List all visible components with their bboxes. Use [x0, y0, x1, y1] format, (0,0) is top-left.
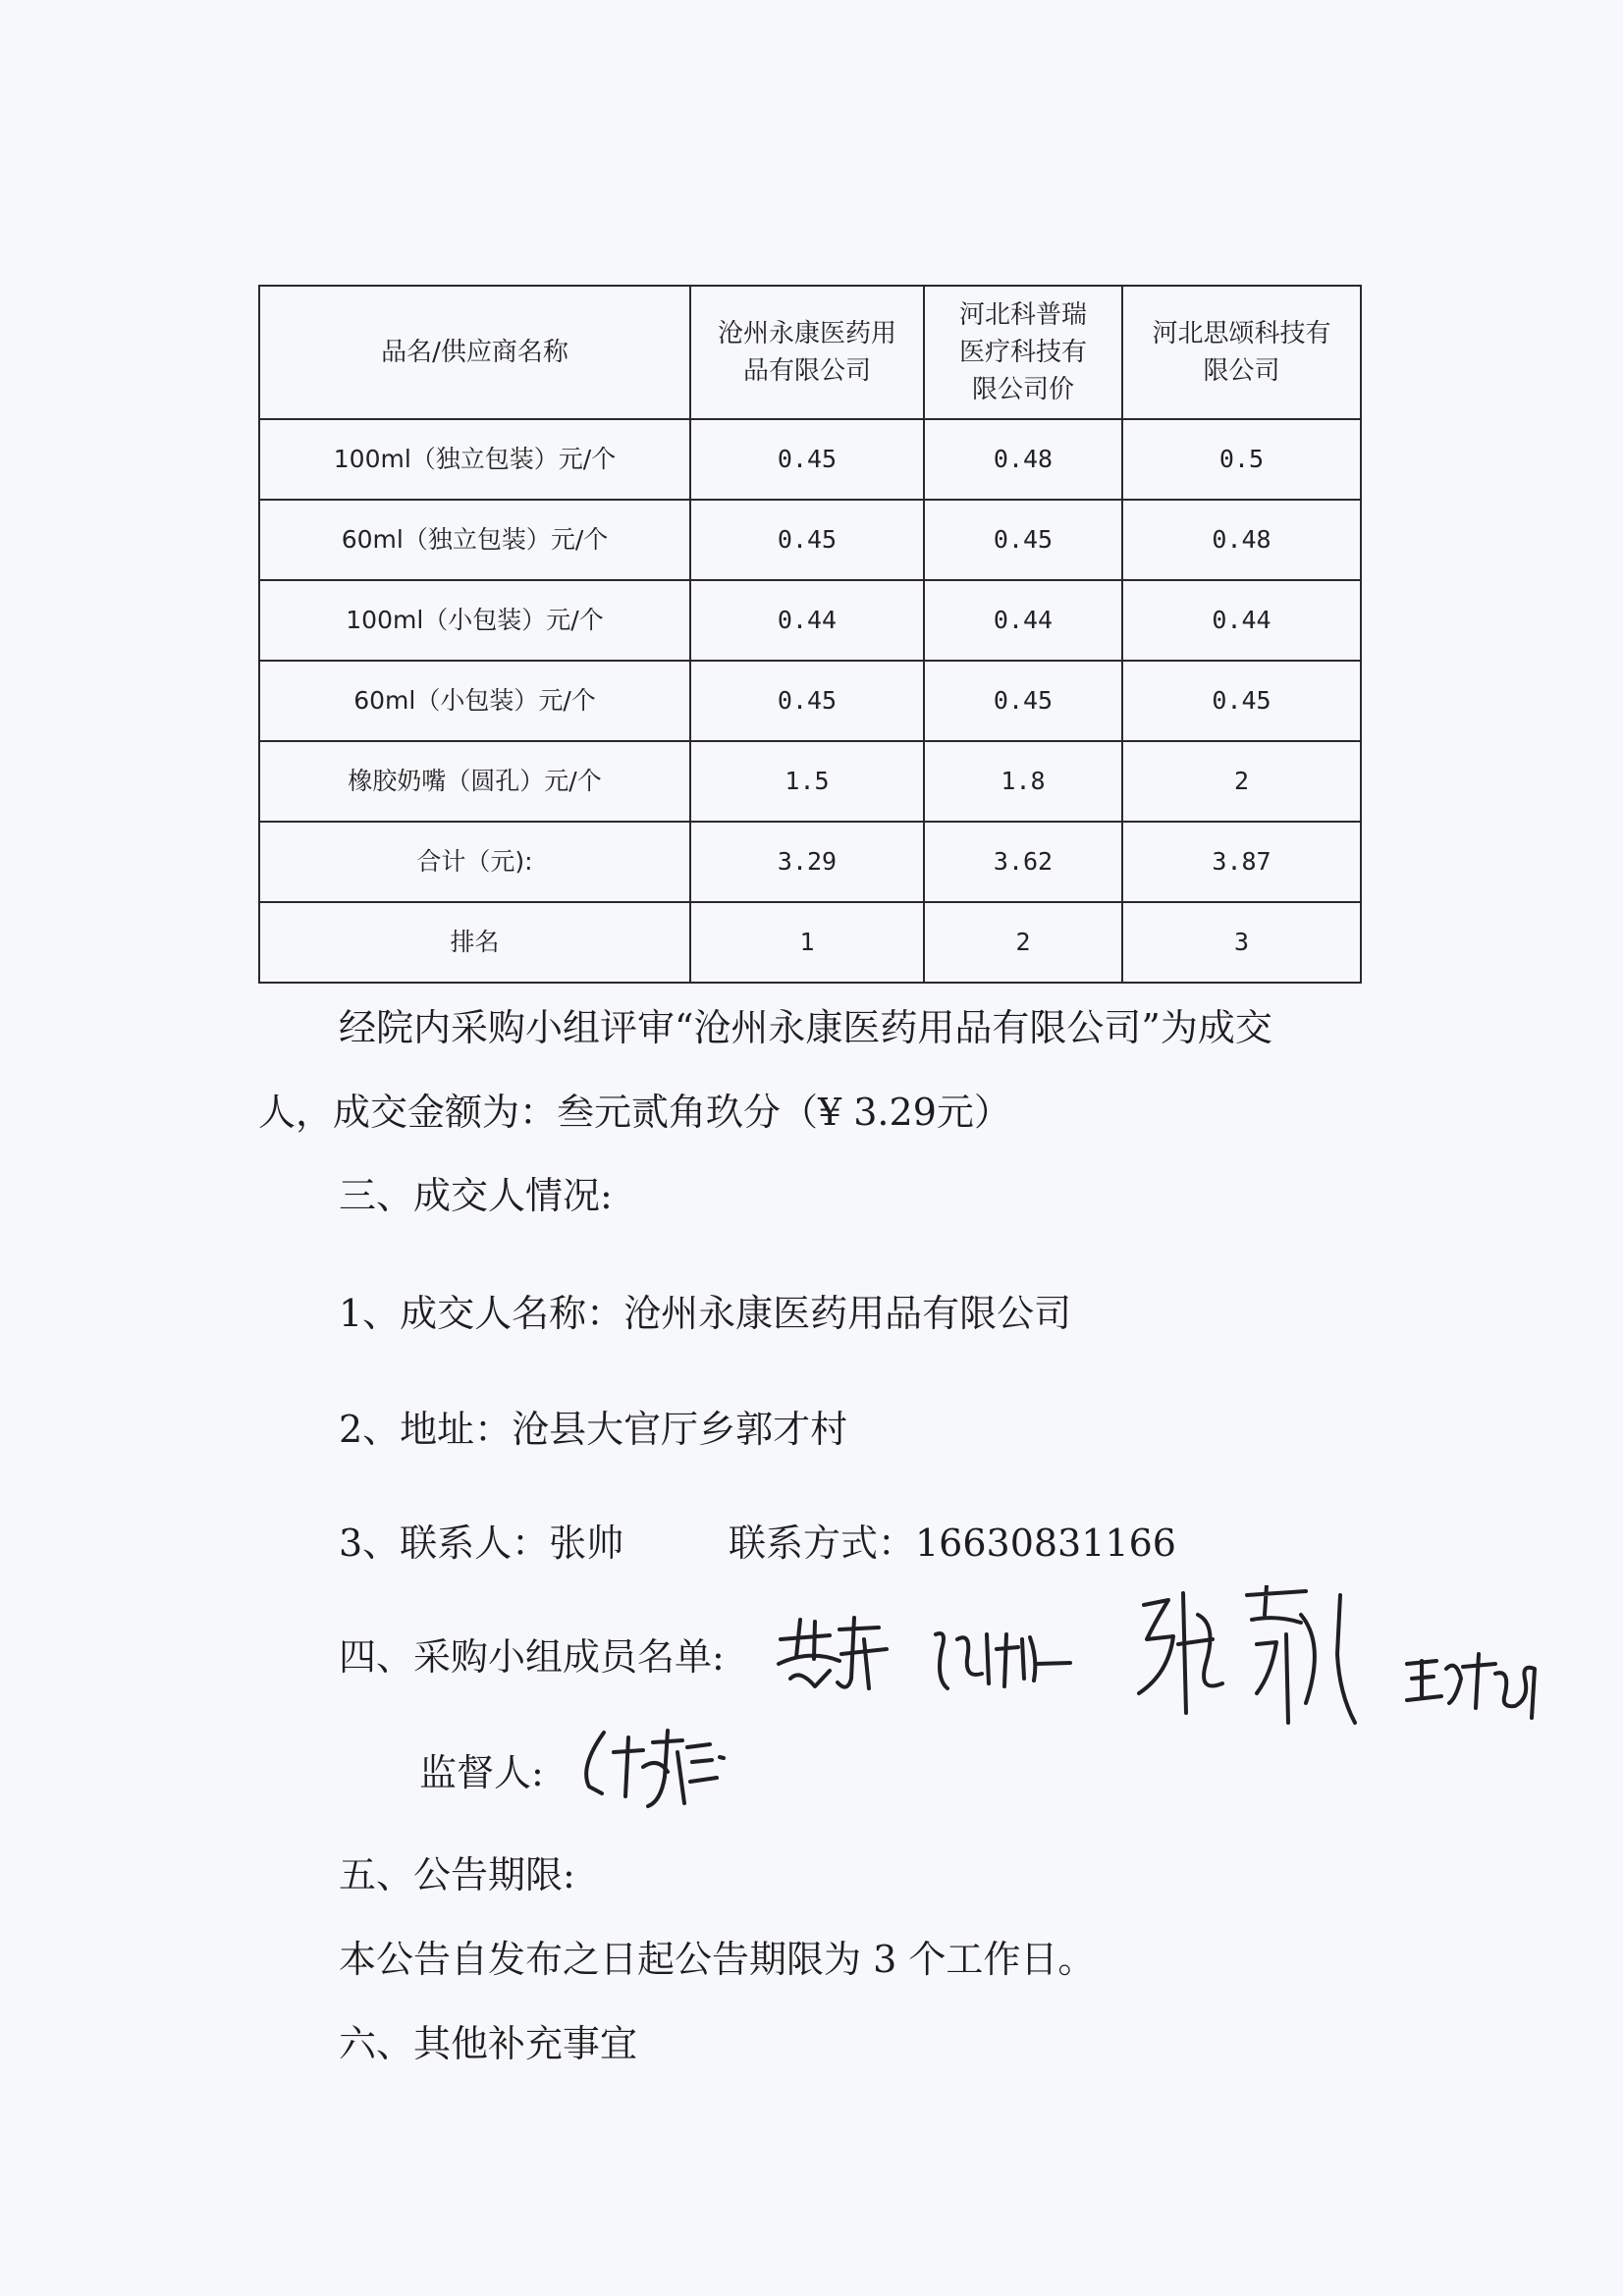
item-name-cell: 60ml（独立包装）元/个 — [259, 500, 690, 580]
price-cell: 0.45 — [690, 500, 924, 580]
supplier-header-line: 医疗科技有 — [958, 338, 1087, 367]
rank-cell: 2 — [924, 902, 1122, 983]
contact-person: 3、联系人：张帅 — [339, 1522, 624, 1565]
item-name-cell: 橡胶奶嘴（圆孔）元/个 — [259, 741, 690, 822]
review-result-line2: 人，成交金额为：叁元贰角玖分（¥ 3.29元） — [258, 1091, 1011, 1134]
total-cell: 3.62 — [924, 822, 1122, 902]
table-row — [259, 661, 1361, 741]
price-cell: 0.44 — [924, 580, 1122, 661]
price-comparison-table — [258, 285, 1362, 984]
supplier-header-line: 限公司 — [1203, 356, 1280, 386]
supervisor-signature — [574, 1723, 731, 1816]
price-cell: 0.45 — [690, 661, 924, 741]
winner-address: 2、地址：沧县大官厅乡郭才村 — [339, 1408, 848, 1451]
item-name-cell: 100ml（独立包装）元/个 — [259, 419, 690, 500]
supplier-header-line: 限公司价 — [971, 375, 1074, 404]
contact-method: 联系方式：16630831166 — [729, 1522, 1176, 1565]
price-cell: 0.44 — [690, 580, 924, 661]
total-cell: 3.29 — [690, 822, 924, 902]
section6-title: 六、其他补充事宜 — [339, 2022, 638, 2065]
total-cell: 3.87 — [1122, 822, 1361, 902]
notice-period: 本公告自发布之日起公告期限为 3 个工作日。 — [339, 1938, 1096, 1981]
price-cell: 0.45 — [924, 500, 1122, 580]
table-row-total — [259, 822, 1361, 902]
review-result-line1: 经院内采购小组评审“沧州永康医药用品有限公司”为成交 — [339, 1006, 1272, 1049]
supplier-header — [1122, 286, 1361, 419]
member-signature-4 — [1402, 1649, 1540, 1723]
price-cell: 0.48 — [1122, 500, 1361, 580]
rank-cell: 1 — [690, 902, 924, 983]
corner-header: 品名/供应商名称 — [259, 286, 690, 419]
table-row-rank — [259, 902, 1361, 983]
supervisor-label: 监督人: — [419, 1751, 544, 1794]
table-row — [259, 741, 1361, 822]
price-cell: 0.45 — [1122, 661, 1361, 741]
table-row — [259, 419, 1361, 500]
section4-title: 四、采购小组成员名单: — [339, 1635, 725, 1679]
winner-name: 1、成交人名称：沧州永康医药用品有限公司 — [339, 1292, 1072, 1335]
price-cell: 2 — [1122, 741, 1361, 822]
section3-title: 三、成交人情况: — [339, 1174, 613, 1217]
price-cell: 0.44 — [1122, 580, 1361, 661]
item-name-cell: 排名 — [259, 902, 690, 983]
supplier-header-line: 品有限公司 — [742, 356, 871, 386]
member-signature-1 — [771, 1610, 893, 1698]
price-cell: 0.45 — [690, 419, 924, 500]
supplier-header-line: 河北科普瑞 — [958, 300, 1087, 330]
item-name-cell: 合计（元): — [259, 822, 690, 902]
supplier-header-line: 河北思颂科技有 — [1152, 319, 1331, 348]
item-name-cell: 100ml（小包装）元/个 — [259, 580, 690, 661]
price-cell: 0.45 — [924, 661, 1122, 741]
section5-title: 五、公告期限: — [339, 1853, 575, 1896]
supplier-header — [924, 286, 1122, 419]
price-cell: 1.5 — [690, 741, 924, 822]
supplier-header — [690, 286, 924, 419]
table-row — [259, 580, 1361, 661]
supplier-header-line: 沧州永康医药用 — [717, 319, 896, 348]
member-signature-3 — [1129, 1585, 1384, 1733]
table-header-row — [259, 286, 1361, 419]
item-name-cell: 60ml（小包装）元/个 — [259, 661, 690, 741]
rank-cell: 3 — [1122, 902, 1361, 983]
price-cell: 0.5 — [1122, 419, 1361, 500]
price-cell: 0.48 — [924, 419, 1122, 500]
member-signature-2 — [928, 1620, 1075, 1698]
price-cell: 1.8 — [924, 741, 1122, 822]
table-row — [259, 500, 1361, 580]
